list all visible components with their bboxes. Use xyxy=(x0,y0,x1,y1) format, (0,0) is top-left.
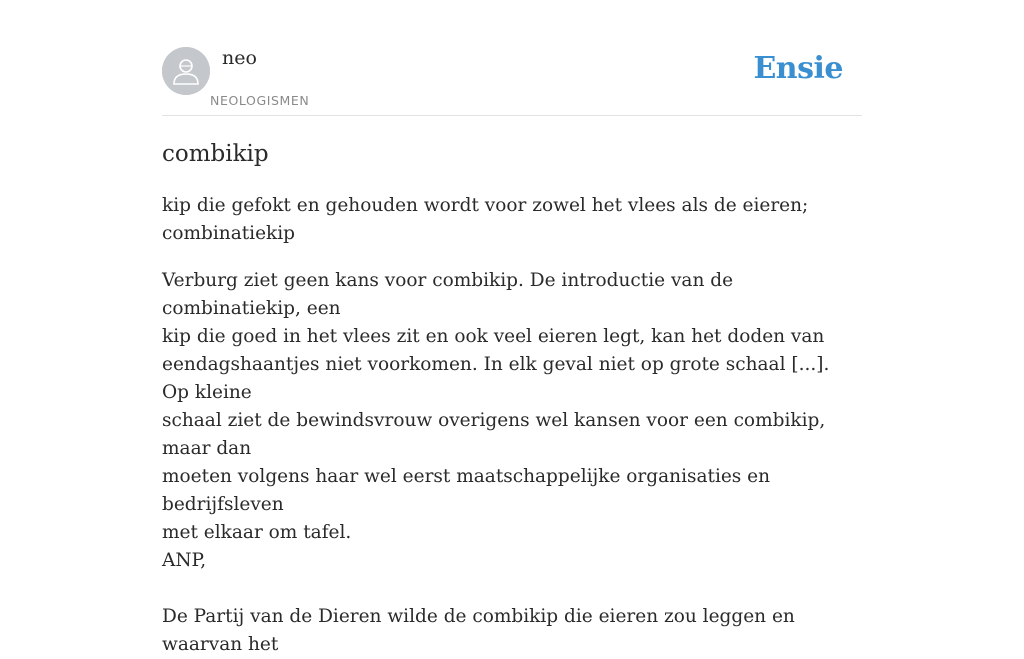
example-line: eendagshaantjes niet voorkomen. In elk geval niet op grote schaal [...]. Op kleine xyxy=(162,354,830,403)
entry-title: combikip xyxy=(162,141,269,167)
example-source: ANP, xyxy=(162,550,207,571)
definition-line: combinatiekip xyxy=(162,223,296,244)
entry-example xyxy=(162,267,862,659)
entry-definition xyxy=(162,192,862,248)
example-line: De Partij van de Dieren wilde de combikip die eieren zou leggen en waarvan het xyxy=(162,606,795,655)
example-line: schaal ziet de bewindsvrouw overigens wel kansen voor een combikip, maar dan xyxy=(162,410,826,459)
definition-line: kip die gefokt en gehouden wordt voor zowel het vlees als de eieren; xyxy=(162,195,809,216)
user-avatar-icon[interactable] xyxy=(162,47,210,95)
example-line: met elkaar om tafel. xyxy=(162,522,352,543)
author-name[interactable]: neo xyxy=(222,47,257,69)
example-line: moeten volgens haar wel eerst maatschappelijke organisaties en bedrijfsleven xyxy=(162,466,771,515)
example-gap xyxy=(162,575,862,603)
category-label[interactable]: NEOLOGISMEN xyxy=(210,93,310,108)
entry-card xyxy=(162,0,862,655)
brand-logo[interactable]: Ensie xyxy=(753,51,843,86)
example-line: kip die goed in het vlees zit en ook veel eieren legt, kan het doden van xyxy=(162,326,825,347)
example-line: Verburg ziet geen kans voor combikip. De introductie van de combinatiekip, een xyxy=(162,270,734,319)
entry-header xyxy=(162,0,862,116)
